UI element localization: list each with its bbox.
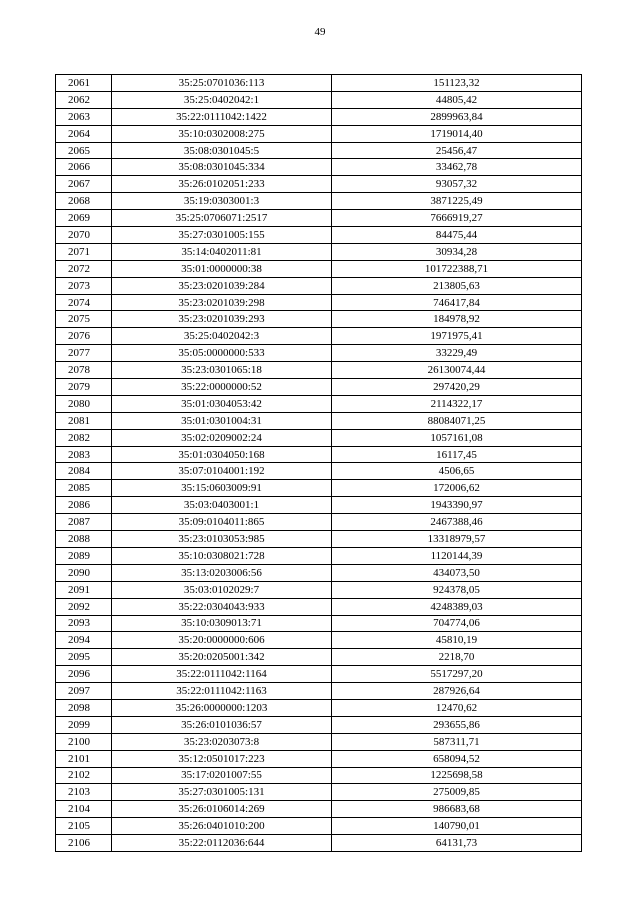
row-number-cell: 2061 [56, 75, 112, 92]
cadastral-number-cell: 35:01:0304053:42 [112, 395, 332, 412]
table-row [56, 142, 582, 159]
cadastral-number-cell: 35:22:0304043:933 [112, 598, 332, 615]
cadastral-number-cell: 35:22:0111042:1164 [112, 666, 332, 683]
cadastral-value-cell: 924378,05 [332, 581, 582, 598]
row-number-cell: 2069 [56, 210, 112, 227]
cadastral-number-cell: 35:23:0103053:985 [112, 531, 332, 548]
row-number-cell: 2097 [56, 683, 112, 700]
row-number-cell: 2067 [56, 176, 112, 193]
cadastral-value-cell: 587311,71 [332, 733, 582, 750]
cadastral-value-cell: 1225698,58 [332, 767, 582, 784]
table-row [56, 683, 582, 700]
cadastral-value-cell: 1943390,97 [332, 497, 582, 514]
cadastral-value-cell: 297420,29 [332, 379, 582, 396]
table-row [56, 345, 582, 362]
table-row [56, 716, 582, 733]
row-number-cell: 2091 [56, 581, 112, 598]
table-row [56, 531, 582, 548]
row-number-cell: 2078 [56, 362, 112, 379]
cadastral-number-cell: 35:26:0000000:1203 [112, 699, 332, 716]
cadastral-number-cell: 35:25:0706071:2517 [112, 210, 332, 227]
cadastral-number-cell: 35:13:0203006:56 [112, 564, 332, 581]
row-number-cell: 2073 [56, 277, 112, 294]
row-number-cell: 2104 [56, 801, 112, 818]
cadastral-number-cell: 35:03:0102029:7 [112, 581, 332, 598]
table-row [56, 666, 582, 683]
table-row [56, 125, 582, 142]
cadastral-value-cell: 140790,01 [332, 818, 582, 835]
cadastral-number-cell: 35:25:0402042:1 [112, 91, 332, 108]
cadastral-value-cell: 151123,32 [332, 75, 582, 92]
table-row [56, 260, 582, 277]
table-body [56, 75, 582, 852]
table-row [56, 835, 582, 852]
table-row [56, 564, 582, 581]
table-row [56, 784, 582, 801]
cadastral-number-cell: 35:01:0000000:38 [112, 260, 332, 277]
cadastral-number-cell: 35:20:0000000:606 [112, 632, 332, 649]
cadastral-value-cell: 1971975,41 [332, 328, 582, 345]
cadastral-number-cell: 35:14:0402011:81 [112, 243, 332, 260]
table-row [56, 193, 582, 210]
cadastral-value-cell: 88084071,25 [332, 412, 582, 429]
row-number-cell: 2092 [56, 598, 112, 615]
row-number-cell: 2094 [56, 632, 112, 649]
row-number-cell: 2077 [56, 345, 112, 362]
cadastral-value-cell: 704774,06 [332, 615, 582, 632]
row-number-cell: 2101 [56, 750, 112, 767]
table-row [56, 429, 582, 446]
table-row [56, 277, 582, 294]
cadastral-value-cell: 26130074,44 [332, 362, 582, 379]
cadastral-value-cell: 33229,49 [332, 345, 582, 362]
cadastral-number-cell: 35:08:0301045:5 [112, 142, 332, 159]
cadastral-number-cell: 35:02:0209002:24 [112, 429, 332, 446]
row-number-cell: 2062 [56, 91, 112, 108]
cadastral-number-cell: 35:26:0106014:269 [112, 801, 332, 818]
table-row [56, 294, 582, 311]
table-row [56, 632, 582, 649]
cadastral-number-cell: 35:12:0501017:223 [112, 750, 332, 767]
row-number-cell: 2086 [56, 497, 112, 514]
row-number-cell: 2096 [56, 666, 112, 683]
cadastral-number-cell: 35:27:0301005:131 [112, 784, 332, 801]
table-row [56, 75, 582, 92]
cadastral-value-cell: 4248389,03 [332, 598, 582, 615]
table-row [56, 379, 582, 396]
page-number: 49 [314, 26, 326, 38]
cadastral-value-cell: 84475,44 [332, 227, 582, 244]
table-row [56, 395, 582, 412]
cadastral-value-table [55, 74, 582, 852]
cadastral-value-cell: 2899963,84 [332, 108, 582, 125]
row-number-cell: 2065 [56, 142, 112, 159]
table-row [56, 311, 582, 328]
cadastral-value-cell: 2467388,46 [332, 514, 582, 531]
row-number-cell: 2066 [56, 159, 112, 176]
table-row [56, 581, 582, 598]
cadastral-value-cell: 4506,65 [332, 463, 582, 480]
cadastral-value-cell: 30934,28 [332, 243, 582, 260]
cadastral-number-cell: 35:25:0701036:113 [112, 75, 332, 92]
table-row [56, 480, 582, 497]
cadastral-number-cell: 35:17:0201007:55 [112, 767, 332, 784]
table-row [56, 514, 582, 531]
cadastral-value-cell: 293655,86 [332, 716, 582, 733]
cadastral-number-cell: 35:08:0301045:334 [112, 159, 332, 176]
row-number-cell: 2099 [56, 716, 112, 733]
table-row [56, 159, 582, 176]
cadastral-value-cell: 287926,64 [332, 683, 582, 700]
row-number-cell: 2095 [56, 649, 112, 666]
row-number-cell: 2064 [56, 125, 112, 142]
cadastral-value-cell: 746417,84 [332, 294, 582, 311]
table-row [56, 615, 582, 632]
row-number-cell: 2098 [56, 699, 112, 716]
cadastral-value-cell: 13318979,57 [332, 531, 582, 548]
table-row [56, 818, 582, 835]
table-row [56, 328, 582, 345]
table-row [56, 801, 582, 818]
table-row [56, 699, 582, 716]
table-row [56, 463, 582, 480]
row-number-cell: 2075 [56, 311, 112, 328]
cadastral-value-cell: 172006,62 [332, 480, 582, 497]
cadastral-value-cell: 275009,85 [332, 784, 582, 801]
cadastral-value-cell: 7666919,27 [332, 210, 582, 227]
cadastral-number-cell: 35:22:0111042:1163 [112, 683, 332, 700]
table-row [56, 108, 582, 125]
cadastral-value-cell: 2218,70 [332, 649, 582, 666]
row-number-cell: 2063 [56, 108, 112, 125]
cadastral-number-cell: 35:15:0603009:91 [112, 480, 332, 497]
row-number-cell: 2093 [56, 615, 112, 632]
cadastral-number-cell: 35:20:0205001:342 [112, 649, 332, 666]
table-row [56, 733, 582, 750]
row-number-cell: 2100 [56, 733, 112, 750]
cadastral-value-cell: 1719014,40 [332, 125, 582, 142]
cadastral-value-cell: 986683,68 [332, 801, 582, 818]
row-number-cell: 2082 [56, 429, 112, 446]
cadastral-number-cell: 35:10:0302008:275 [112, 125, 332, 142]
cadastral-number-cell: 35:01:0301004:31 [112, 412, 332, 429]
cadastral-value-cell: 101722388,71 [332, 260, 582, 277]
row-number-cell: 2105 [56, 818, 112, 835]
row-number-cell: 2076 [56, 328, 112, 345]
row-number-cell: 2085 [56, 480, 112, 497]
row-number-cell: 2081 [56, 412, 112, 429]
cadastral-value-cell: 1120144,39 [332, 547, 582, 564]
row-number-cell: 2087 [56, 514, 112, 531]
table-row [56, 547, 582, 564]
table-row [56, 412, 582, 429]
table-row [56, 91, 582, 108]
cadastral-number-cell: 35:23:0301065:18 [112, 362, 332, 379]
row-number-cell: 2070 [56, 227, 112, 244]
cadastral-number-cell: 35:09:0104011:865 [112, 514, 332, 531]
cadastral-number-cell: 35:23:0201039:284 [112, 277, 332, 294]
table-row [56, 497, 582, 514]
cadastral-number-cell: 35:27:0301005:155 [112, 227, 332, 244]
row-number-cell: 2106 [56, 835, 112, 852]
cadastral-number-cell: 35:22:0111042:1422 [112, 108, 332, 125]
cadastral-number-cell: 35:07:0104001:192 [112, 463, 332, 480]
row-number-cell: 2103 [56, 784, 112, 801]
cadastral-number-cell: 35:23:0201039:298 [112, 294, 332, 311]
cadastral-value-cell: 25456,47 [332, 142, 582, 159]
row-number-cell: 2080 [56, 395, 112, 412]
row-number-cell: 2083 [56, 446, 112, 463]
row-number-cell: 2074 [56, 294, 112, 311]
row-number-cell: 2071 [56, 243, 112, 260]
row-number-cell: 2079 [56, 379, 112, 396]
cadastral-number-cell: 35:10:0308021:728 [112, 547, 332, 564]
row-number-cell: 2089 [56, 547, 112, 564]
row-number-cell: 2084 [56, 463, 112, 480]
cadastral-value-cell: 434073,50 [332, 564, 582, 581]
cadastral-value-cell: 64131,73 [332, 835, 582, 852]
row-number-cell: 2088 [56, 531, 112, 548]
table-row [56, 446, 582, 463]
table-row [56, 362, 582, 379]
cadastral-number-cell: 35:10:0309013:71 [112, 615, 332, 632]
cadastral-number-cell: 35:23:0203073:8 [112, 733, 332, 750]
cadastral-number-cell: 35:03:0403001:1 [112, 497, 332, 514]
cadastral-number-cell: 35:25:0402042:3 [112, 328, 332, 345]
cadastral-number-cell: 35:22:0000000:52 [112, 379, 332, 396]
table-row [56, 176, 582, 193]
cadastral-number-cell: 35:19:0303001:3 [112, 193, 332, 210]
cadastral-number-cell: 35:26:0401010:200 [112, 818, 332, 835]
cadastral-value-cell: 5517297,20 [332, 666, 582, 683]
cadastral-value-cell: 184978,92 [332, 311, 582, 328]
cadastral-value-cell: 2114322,17 [332, 395, 582, 412]
cadastral-number-cell: 35:23:0201039:293 [112, 311, 332, 328]
row-number-cell: 2090 [56, 564, 112, 581]
table-row [56, 227, 582, 244]
row-number-cell: 2068 [56, 193, 112, 210]
cadastral-value-cell: 45810,19 [332, 632, 582, 649]
cadastral-number-cell: 35:01:0304050:168 [112, 446, 332, 463]
cadastral-number-cell: 35:22:0112036:644 [112, 835, 332, 852]
cadastral-value-cell: 3871225,49 [332, 193, 582, 210]
cadastral-value-cell: 658094,52 [332, 750, 582, 767]
table-row [56, 649, 582, 666]
cadastral-number-cell: 35:05:0000000:533 [112, 345, 332, 362]
cadastral-number-cell: 35:26:0101036:57 [112, 716, 332, 733]
cadastral-value-cell: 93057,32 [332, 176, 582, 193]
cadastral-value-cell: 44805,42 [332, 91, 582, 108]
cadastral-value-cell: 213805,63 [332, 277, 582, 294]
cadastral-value-cell: 12470,62 [332, 699, 582, 716]
cadastral-value-cell: 16117,45 [332, 446, 582, 463]
row-number-cell: 2102 [56, 767, 112, 784]
row-number-cell: 2072 [56, 260, 112, 277]
table-row [56, 210, 582, 227]
cadastral-number-cell: 35:26:0102051:233 [112, 176, 332, 193]
cadastral-value-cell: 1057161,08 [332, 429, 582, 446]
table-row [56, 750, 582, 767]
cadastral-value-cell: 33462,78 [332, 159, 582, 176]
table-row [56, 243, 582, 260]
table-row [56, 767, 582, 784]
table-row [56, 598, 582, 615]
